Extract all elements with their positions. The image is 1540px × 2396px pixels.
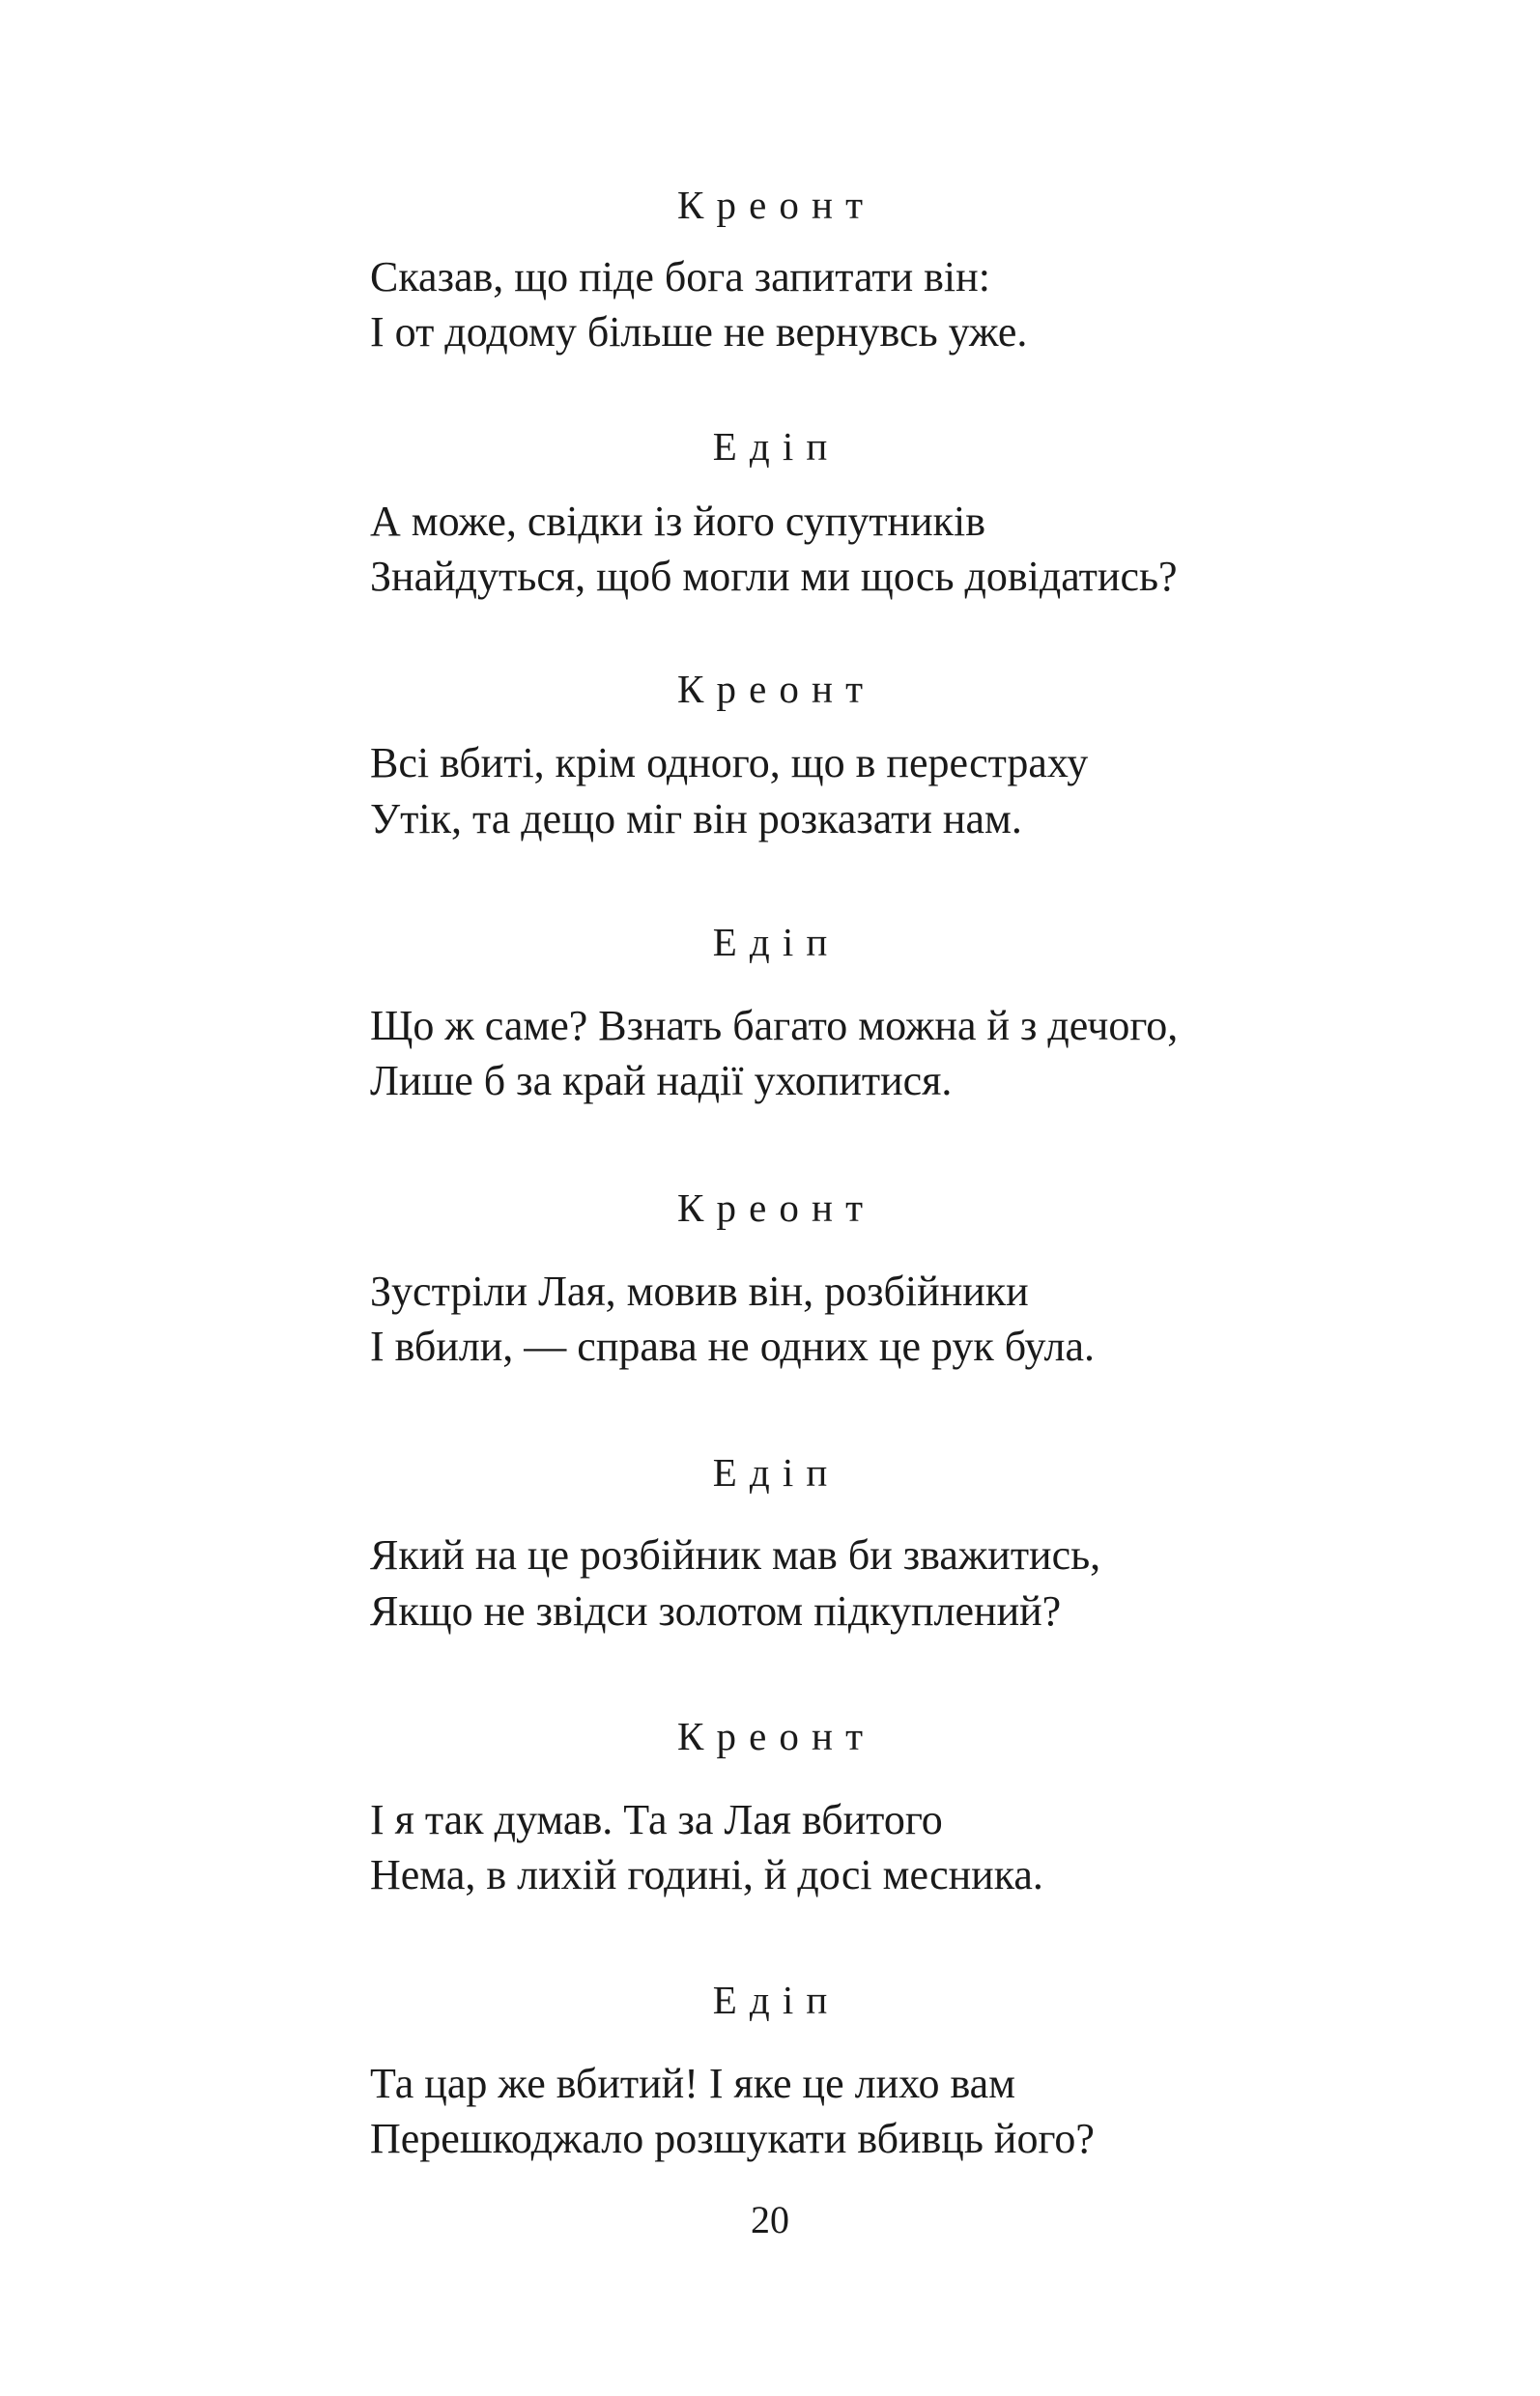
verse-line: Знайдуться, щоб могли ми щось довідатись? (370, 553, 1178, 600)
verse-line: Всі вбиті, крім одного, що в перестраху (370, 739, 1089, 786)
verse-line: І от додому більше не вернувсь уже. (370, 308, 1028, 356)
verse-line: А може, свідки із його супутників (370, 498, 986, 545)
verse-line: Якщо не звідси золотом підкуплений? (370, 1587, 1062, 1635)
verse-line: І вбили, — справа не одних це рук була. (370, 1323, 1096, 1370)
speaker-name: Едіп (712, 920, 841, 964)
verse-line: Зустріли Лая, мовив він, розбійники (370, 1268, 1029, 1315)
speaker-name: Креонт (676, 1714, 876, 1758)
verse-line: Що ж саме? Взнать багато можна й з дечого, (370, 1002, 1179, 1049)
speaker-name: Креонт (676, 183, 876, 227)
verse-line: І я так думав. Та за Лая вбитого (370, 1796, 943, 1843)
speaker-name: Едіп (712, 1978, 841, 2022)
verse-line: Перешкоджало розшукати вбивць його? (370, 2115, 1095, 2162)
verse-line: Та цар же вбитий! І яке це лихо вам (370, 2060, 1016, 2107)
verse-line: Лише б за край надії ухопитися. (370, 1057, 953, 1104)
verse-line: Який на це розбійник мав би зважитись, (370, 1531, 1101, 1579)
verse-line: Утік, та дещо міг він розказати нам. (370, 795, 1022, 842)
speaker-name: Креонт (676, 667, 876, 711)
speaker-name: Едіп (712, 424, 841, 469)
page-number: 20 (751, 2198, 789, 2241)
speaker-name: Креонт (676, 1185, 876, 1230)
verse-line: Нема, в лихій годині, й досі месника. (370, 1851, 1043, 1898)
speaker-name: Едіп (712, 1450, 841, 1495)
verse-line: Сказав, що піде бога запитати він: (370, 253, 990, 300)
